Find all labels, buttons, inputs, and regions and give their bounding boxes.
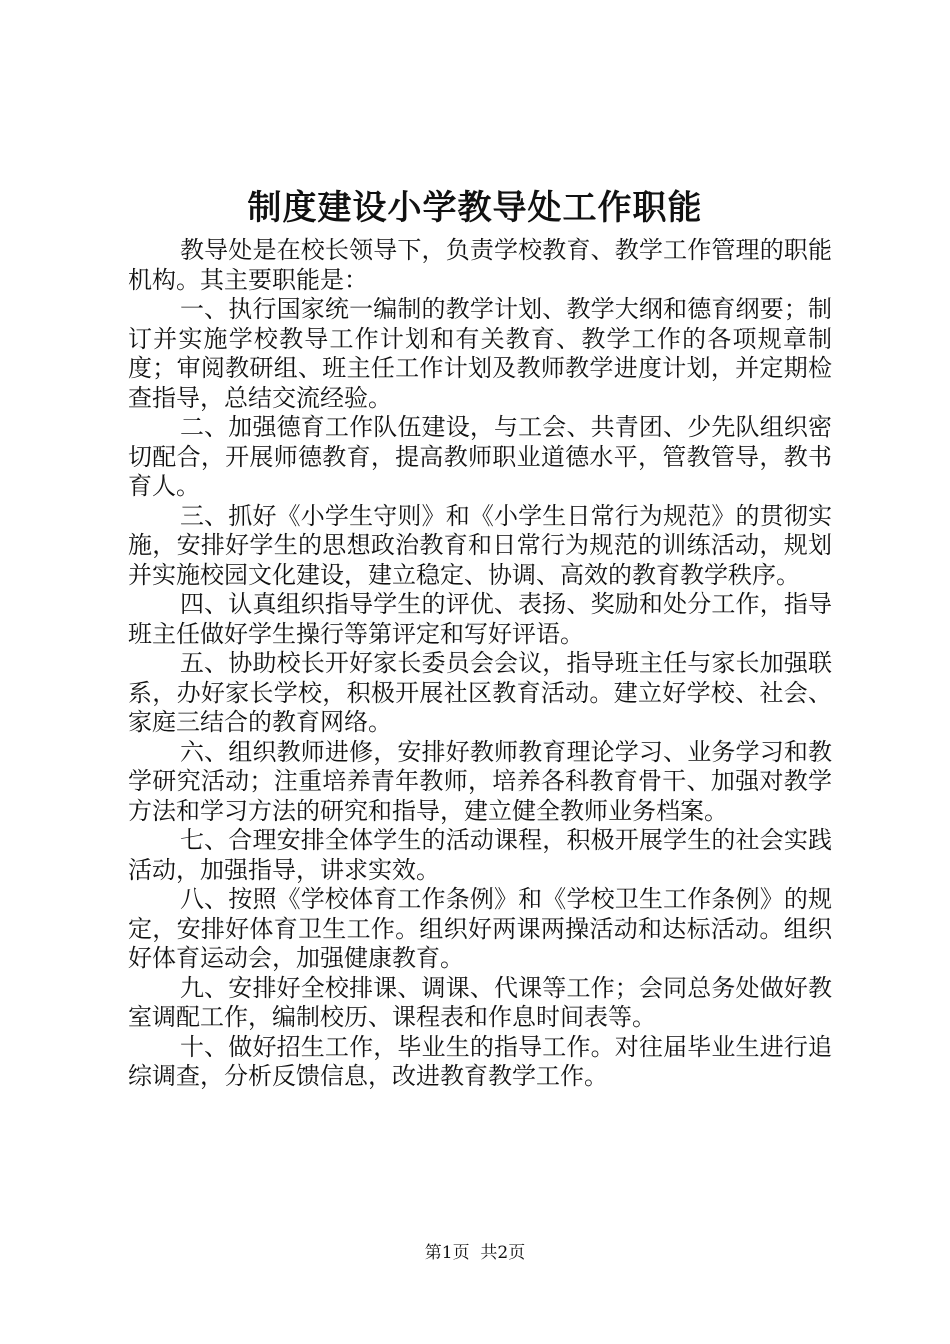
- paragraph-item-4: 四、认真组织指导学生的评优、表扬、奖励和处分工作，指导班主任做好学生操行等第评定和写好评语。: [128, 590, 832, 648]
- page-footer: [0, 1241, 950, 1265]
- page-number: 第1页: [424, 1243, 470, 1263]
- document-title: 制度建设小学教导处工作职能: [247, 188, 703, 228]
- page-total: 共2页: [480, 1243, 526, 1263]
- paragraph-item-2: 二、加强德育工作队伍建设，与工会、共青团、少先队组织密切配合，开展师德教育，提高教师职业道德水平，管教管导，教书育人。: [128, 413, 832, 500]
- paragraph-item-10: 十、做好招生工作，毕业生的指导工作。对往届毕业生进行追综调查，分析反馈信息，改进教育教学工作。: [128, 1032, 832, 1090]
- paragraph-item-6: 六、组织教师进修，安排好教师教育理论学习、业务学习和教学研究活动；注重培养青年教师，培养各科教育骨干、加强对教学方法和学习方法的研究和指导，建立健全教师业务档案。: [128, 737, 832, 825]
- paragraph-item-1: 一、执行国家统一编制的教学计划、教学大纲和德育纲要；制订并实施学校教导工作计划和有关教育、教学工作的各项规章制度；审阅教研组、班主任工作计划及教师教学进度计划，并定期检查指导，总结交流经验。: [128, 295, 832, 412]
- paragraph-item-5: 五、协助校长开好家长委员会会议，指导班主任与家长加强联系，办好家长学校，积极开展社区教育活动。建立好学校、社会、家庭三结合的教育网络。: [128, 649, 832, 736]
- document-body: [128, 236, 832, 1092]
- intro-paragraph: 教导处是在校长领导下，负责学校教育、教学工作管理的职能机构。其主要职能是：: [128, 236, 832, 294]
- paragraph-item-3: 三、抓好《小学生守则》和《小学生日常行为规范》的贯彻实施，安排好学生的思想政治教育和日常行为规范的训练活动，规划并实施校园文化建设，建立稳定、协调、高效的教育教学秩序。: [128, 501, 832, 589]
- paragraph-item-9: 九、安排好全校排课、调课、代课等工作；会同总务处做好教室调配工作，编制校历、课程表和作息时间表等。: [128, 973, 832, 1031]
- paragraph-item-8: 八、按照《学校体育工作条例》和《学校卫生工作条例》的规定，安排好体育卫生工作。组织好两课两操活动和达标活动。组织好体育运动会，加强健康教育。: [128, 885, 832, 972]
- paragraph-item-7: 七、合理安排全体学生的活动课程，积极开展学生的社会实践活动，加强指导，讲求实效。: [128, 826, 832, 884]
